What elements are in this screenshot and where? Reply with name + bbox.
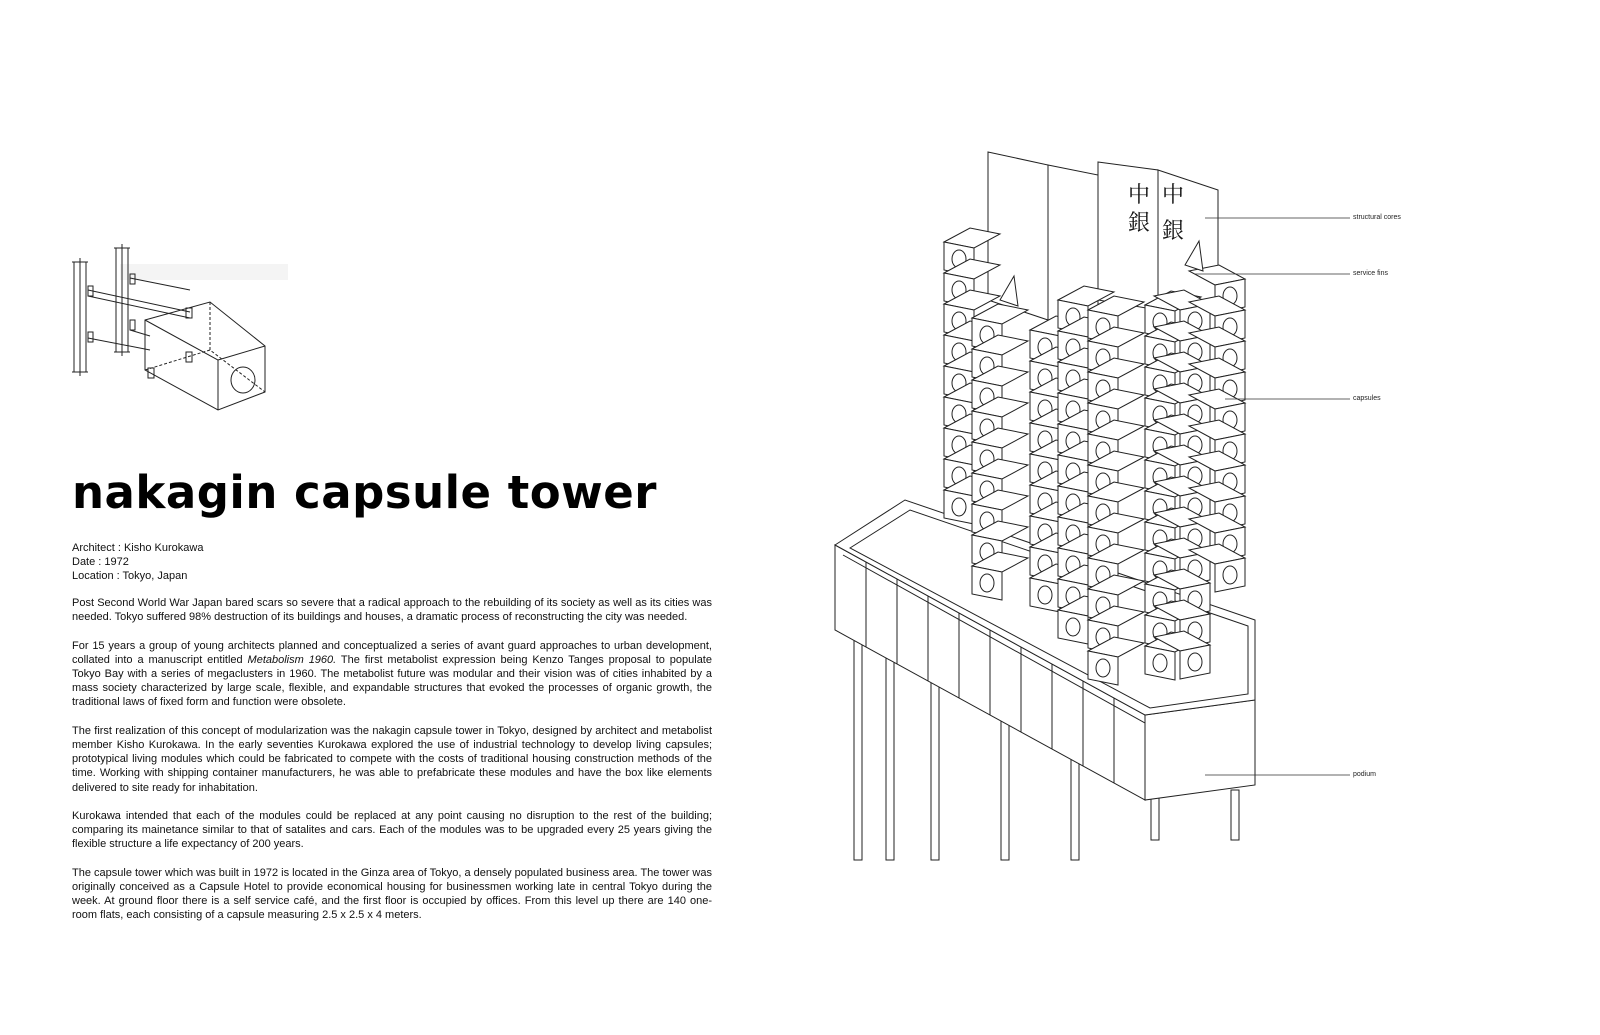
podium-column	[1231, 790, 1239, 840]
podium-column	[931, 670, 939, 860]
label-capsules: capsules	[1353, 395, 1381, 402]
capsule-window	[1188, 653, 1202, 671]
sign-char: 中	[1128, 183, 1151, 208]
podium-column	[854, 625, 862, 860]
capsule-window	[1066, 618, 1080, 636]
podium-column	[886, 645, 894, 860]
label-service-fins: service fins	[1353, 270, 1389, 277]
date-line: Date : 1972	[72, 556, 129, 568]
capsule-window	[980, 574, 994, 592]
sign-char: 中	[1162, 183, 1185, 208]
sign-char: 銀	[1128, 211, 1151, 236]
paragraph: Post Second World War Japan bared scars so severe that a radical approach to the rebuilding of its society as well as its cities was needed. Tokyo suffered 98% destruction of its buildings and houses, a dramatic process of reconstructing the city was needed.	[72, 597, 712, 624]
capsule-window	[1038, 586, 1052, 604]
capsule-window	[1096, 659, 1110, 677]
capsule-window	[1153, 654, 1167, 672]
label-structural-cores: structural cores	[1353, 214, 1401, 221]
book-title: Metabolism 1960.	[247, 653, 337, 666]
paragraph: The first realization of this concept of modularization was the nakagin capsule tower in Tokyo, designed by architect and metabolist member Kisho Kurokawa. In the early seventies Kurokawa explored the use of industrial technology to develop living capsules; prototypical living modules which could be fabricated to compete with the costs of traditional housing construction methods of the time. Working with shipping container manufacturers, he was able to prefabricate these modules and have the box like elements delivered to site ready for inhabitation.	[72, 724, 712, 794]
label-podium: podium	[1353, 771, 1376, 778]
paragraph: Kurokawa intended that each of the modules could be replaced at any point causing no disruption to the rest of the building; comparing its mainetance similar to that of satalites and cars. Each of the modules was to be upgraded every 25 years giving the flexible structure a life expectancy of 200 years.	[72, 810, 712, 851]
capsule-window	[952, 498, 966, 516]
paragraph-text: For 15 years a group of young architects planned and conceptualized a series of avant guard approaches to urban development, collated into a manuscript entitled	[72, 639, 712, 666]
paragraph-text: The first metabolist expression being Kenzo Tanges proposal to populate Tokyo Bay with a series of megaclusters in 1960. The metabolist future was modular and their vision was of cities inhabited by a mass society characterized by large scale, flexible, and expandable structures that evoked the processes of organic growth, the traditional laws of fixed form and function were obsolete.	[72, 653, 712, 709]
location-line: Location : Tokyo, Japan	[72, 570, 188, 582]
paragraph: The capsule tower which was built in 1972 is located in the Ginza area of Tokyo, a densely populated business area. The tower was originally conceived as a Capsule Hotel to provide economical housing for businessmen working late in central Tokyo during the week. At ground floor there is a self service café, and the first floor is occupied by offices. From this level up there are 140 one-room flats, each consisting of a capsule measuring 2.5 x 2.5 x 4 meters.	[72, 866, 712, 922]
page-title: nakagin capsule tower	[72, 466, 657, 519]
sign-char: 銀	[1162, 219, 1185, 244]
architect-line: Architect : Kisho Kurokawa	[72, 542, 204, 554]
capsule-window	[1223, 566, 1237, 584]
